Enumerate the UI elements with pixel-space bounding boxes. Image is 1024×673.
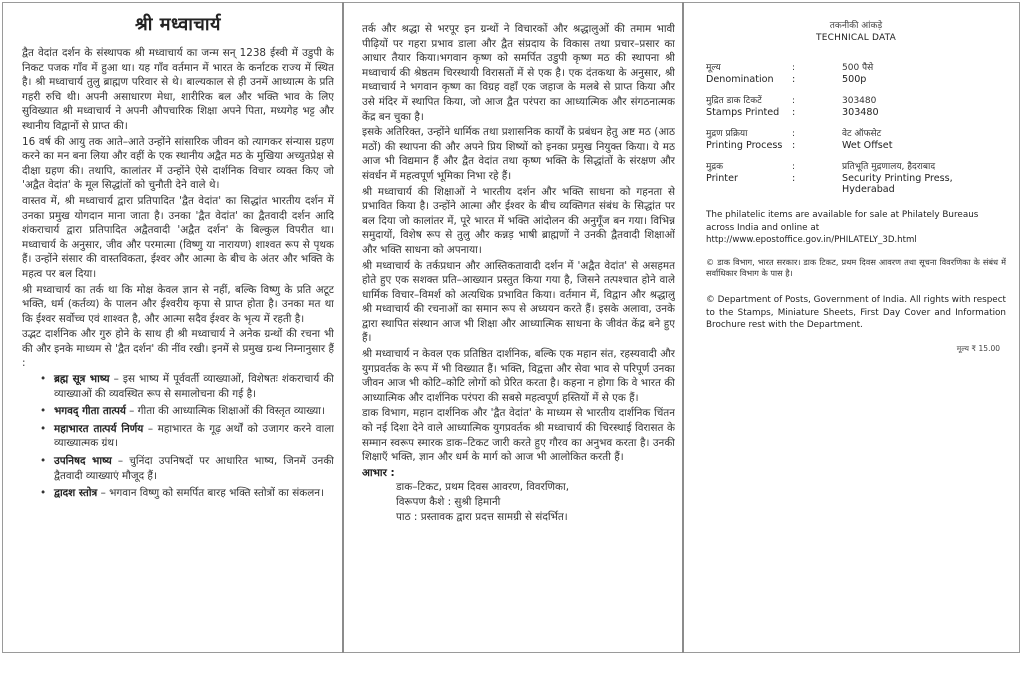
paragraph: उद्भट दार्शनिक और गुरु होने के साथ ही श्री मध्वाचार्य ने अनेक ग्रन्थों की रचना भी की और इनके माध्यम से 'द्वैत दर्शन' की नींव रखी। इनमें से प्रमुख ग्रन्थ निम्नानुसार हैं : — [22, 328, 334, 370]
tech-row-stamps-printed — [706, 96, 1006, 118]
acknowledgement-heading: आभार : — [362, 466, 395, 479]
separator: : — [792, 107, 796, 118]
tech-row-printer — [706, 162, 1006, 195]
work-title: उपनिषद भाष्य — [54, 455, 112, 468]
label-hindi: मुद्रण प्रक्रिया — [706, 129, 748, 139]
acknowledgement-line: पाठ : प्रस्तावक द्वारा प्रदत्त सामग्री से संदर्भित। — [396, 511, 568, 524]
separator: : — [792, 96, 796, 106]
work-title: महाभारत तात्पर्य निर्णय — [54, 422, 144, 435]
list-item — [40, 372, 334, 401]
value: Wet Offset — [842, 140, 893, 151]
paragraph: तर्क और श्रद्धा से भरपूर इन ग्रन्थों ने विचारकों और श्रद्धालुओं की तमाम भावी पीढ़ियों पर गहरा प्रभाव डाला और द्वैत संप्रदाय के विकास तथा प्रचार–प्रसार का आधार तैयार किया।भगवान कृष्ण को समर्पित उडुपी कृष्ण मठ की स्थापना श्री मध्वाचार्य की श्रेष्ठतम चिरस्थायी विरासतों में से एक है। एक दंतकथा के अनुसार, श्री मध्वाचार्य ने भगवान कृष्ण का विग्रह वहाँ एक जहाज के मलबे से प्राप्त किया और उसे मंदिर में स्थापित किया, जो आज द्वैत परंपरा का आध्यात्मिक और संगठनात्मक केंद्र बन चुका है। — [362, 23, 675, 123]
philately-url-link[interactable]: http://www.epostoffice.gov.in/PHILATELY_3D.html — [706, 235, 917, 246]
panel-divider — [682, 2, 684, 653]
work-title: भगवद् गीता तात्पर्य — [54, 405, 126, 418]
work-description: – इस भाष्य में पूर्ववर्ती व्याख्याओं, विशेषतः शंकराचार्य की व्याख्याओं की व्यवस्थित रूप से समालोचना की गई है। — [54, 373, 334, 400]
separator: : — [792, 63, 796, 73]
acknowledgement-line: विरूपण कैशे : सुश्री हिमानी — [396, 496, 501, 509]
philatelic-note — [706, 209, 1006, 247]
acknowledgement-line: डाक–टिकट, प्रथम दिवस आवरण, विवरणिका, — [396, 481, 569, 494]
page-title: श्री मध्वाचार्य — [135, 14, 221, 35]
value-hindi: 500 पैसे — [842, 63, 874, 73]
bullet-icon: • — [40, 405, 47, 418]
bullet-icon: • — [40, 487, 47, 500]
acknowledgement-lines — [362, 480, 675, 525]
tech-row-printing-process — [706, 129, 1006, 151]
paragraph: द्वैत वेदांत दर्शन के संस्थापक श्री मध्वाचार्य का जन्म सन् 1238 ईस्वी में उडुपी के निकट पजक गाँव में हुआ था। यह गाँव वर्तमान में भारत के कर्नाटक राज्य में स्थित है। श्री मध्वाचार्य तुलु ब्राह्मण परिवार से थे। बाल्यकाल से ही उनमें आध्यात्म के प्रति गहरी रुचि थी। अपनी असाधारण मेधा, शारीरिक बल और भक्ति भाव के लिए सुविख्यात श्री मध्वाचार्य ने अपनी औपचारिक शिक्षा अपने पिता, मध्यगेह भट्ट और स्थानीय विद्वानों से प्राप्त की। — [22, 47, 334, 132]
separator: : — [792, 140, 796, 151]
label: Stamps Printed — [706, 107, 780, 118]
value: 500p — [842, 74, 867, 85]
label-hindi: मूल्य — [706, 63, 721, 73]
middle-panel — [362, 22, 675, 673]
value: Security Printing Press, Hyderabad — [842, 173, 953, 195]
label-hindi: मुद्रित डाक टिकटें — [706, 96, 762, 106]
left-panel — [22, 10, 334, 661]
list-item — [40, 486, 334, 501]
value-hindi: प्रतिभूति मुद्रणालय, हैदराबाद — [842, 162, 936, 172]
paragraph: 16 वर्ष की आयु तक आते–आते उन्होंने सांसारिक जीवन को त्यागकर संन्यास ग्रहण करने का मन बना लिया और वहीं के एक स्थानीय अद्वैत मठ के मुखिया अच्युतप्रेक्ष से दीक्षा ग्रहण की। तथापि, कालांतर में उन्होंने ऐसे दार्शनिक विचार व्यक्त किए जो 'अद्वैत वेदांत' के मूल सिद्धांतों को चुनौती देने वाले थे। — [22, 135, 334, 192]
separator: : — [792, 74, 796, 85]
value: 303480 — [842, 107, 879, 118]
panel-divider — [342, 2, 344, 653]
work-title: ब्रह्म सूत्र भाष्य — [54, 373, 110, 386]
paragraph: श्री मध्वाचार्य के तर्कप्रधान और आस्तिकतावादी दर्शन में 'अद्वैत वेदांत' से असहमत होते हुए एक सशक्त प्रति–आख्यान प्रस्तुत किया गया है, जिसने तत्पश्चात होने वाले धार्मिक विचार–विमर्श को अत्यधिक प्रभावित किया। वर्तमान में, विद्वान और श्रद्धालु श्री मध्वाचार्य की रचनाओं का समान रूप से अध्ययन करते हैं। इसके अलावा, उनके द्वारा स्थापित संस्थान आज भी शिक्षा और आध्यात्मिक साधना के जीवंत केंद्र बने हुए हैं। — [362, 259, 675, 345]
work-description: – महाभारत के गूढ़ अर्थों को उजागर करने वाला व्याख्यात्मक ग्रंथ। — [54, 422, 334, 450]
value-hindi: 303480 — [842, 96, 877, 106]
label-hindi: मुद्रक — [706, 162, 724, 172]
list-item — [40, 404, 334, 419]
label: Denomination — [706, 74, 774, 85]
work-description: – भगवान विष्णु को समर्पित बारह भक्ति स्तोत्रों का संकलन। — [97, 487, 325, 500]
bullet-icon: • — [40, 455, 47, 468]
separator: : — [792, 162, 796, 172]
copyright-notice: © Department of Posts, Government of India. All rights with respect to the Stamps, Miniature Sheets, First Day Cover and Information Brochure rest with the Department. — [706, 294, 1006, 331]
work-description: – गीता की आध्यात्मिक शिक्षाओं की विस्तृत व्याख्या। — [125, 405, 325, 418]
value-hindi: वेट ऑफसेट — [842, 129, 882, 139]
tech-row-denomination — [706, 63, 1006, 85]
work-description: – चुनिंदा उपनिषदों पर आधारित भाष्य, जिनमें उनकी द्वैतवादी व्याख्याएं मौजूद हैं। — [54, 455, 334, 482]
right-panel — [706, 18, 1006, 669]
philatelic-note-text: The philatelic items are available for sale at Philately Bureaus across India and online at — [706, 210, 979, 233]
list-item — [40, 454, 334, 483]
paragraph: श्री मध्वाचार्य न केवल एक प्रतिष्ठित दार्शनिक, बल्कि एक महान संत, रहस्यवादी और युगप्रवर्तक के रूप में भी विख्यात हैं। भक्ति, विद्वत्ता और सेवा भाव से परिपूर्ण उनका जीवन आज भी कोटि–कोटि लोगों को प्रेरित करता है। कहना न होगा कि वे भारत की आध्यात्मिक और दार्शनिक परंपरा की सबसे महत्वपूर्ण हस्तियों में से एक हैं। — [362, 348, 675, 404]
work-title: द्वादश स्तोत्र — [54, 487, 98, 500]
separator: : — [792, 173, 796, 184]
brochure-price: मूल्य ₹ 15.00 — [956, 343, 1000, 353]
copyright-hindi: © डाक विभाग, भारत सरकार। डाक टिकट, प्रथम दिवस आवरण तथा सूचना विवरणिका के संबंध में सर्वाधिकार विभाग के पास है। — [706, 256, 1006, 279]
technical-data-heading: TECHNICAL DATA — [816, 33, 896, 43]
paragraph: डाक विभाग, महान दार्शनिक और 'द्वैत वेदांत' के माध्यम से भारतीय दार्शनिक चिंतन को नई दिशा देने वाले आध्यात्मिक युगप्रवर्तक श्री मध्वाचार्य की चिरस्थाई विरासत के सम्मान स्वरूप स्मारक डाक–टिकट जारी करते हुए गौरव का अनुभव करता है। उनकी शिक्षाएँ भक्ति, ज्ञान और धर्म के मार्ग को आज भी आलोकित करती हैं। — [362, 407, 675, 464]
bullet-icon: • — [40, 422, 47, 435]
label: Printing Process — [706, 140, 783, 151]
separator: : — [792, 129, 796, 139]
bullet-icon: • — [40, 373, 47, 386]
label: Printer — [706, 173, 738, 184]
paragraph: श्री मध्वाचार्य का तर्क था कि मोक्ष केवल ज्ञान से नहीं, बल्कि विष्णु के प्रति अटूट भक्ति, धर्म (कर्तव्य) के पालन और ईश्वरीय कृपा से प्राप्त होता है। उनका मत था कि ईश्वर सर्वोच्च एवं शाश्वत है, और आत्मा सदैव ईश्वर के भृत्य में रहती है। — [22, 283, 334, 325]
paragraph: श्री मध्वाचार्य की शिक्षाओं ने भारतीय दर्शन और भक्ति साधना को गहनता से प्रभावित किया है। उन्होंने आत्मा और ईश्वर के बीच व्यक्तिगत संबंध के सिद्धांत पर बल दिया जो कालांतर में, पूरे भारत में भक्ति आंदोलन की अनुगूँज बन गया। विभिन्न समुदायों, विशेष रूप से तुलु और कन्नड़ भाषी ब्राह्मणों ने उनकी द्वैतवादी शिक्षाओं और भक्ति साधना को अपनाया। — [362, 185, 675, 256]
paragraph: वास्तव में, श्री मध्वाचार्य द्वारा प्रतिपादित 'द्वैत वेदांत' का सिद्धांत भारतीय दर्शन में उनका प्रमुख योगदान माना जाता है। उनका 'द्वैत वेदांत' का द्वैतवादी दर्शन आदि शंकराचार्य द्वारा प्रतिपादित अद्वैतवादी 'अद्वैत दर्शन' के बिल्कुल विपरीत था। मध्वाचार्य के अनुसार, जीव और परमात्मा (विष्णु या नारायण) शाश्वत रूप से पृथक हैं। उन्होंने संसार की वास्तविकता, ईश्वर और आत्मा के बीच के अंतर और भक्ति के महत्व पर बल दिया। — [22, 194, 334, 280]
technical-data-heading-hindi: तकनीकी आंकड़े — [829, 21, 883, 31]
paragraph: इसके अतिरिक्त, उन्होंने धार्मिक तथा प्रशासनिक कार्यों के प्रबंधन हेतु अष्ट मठ (आठ मठों) की स्थापना की और अपने प्रिय शिष्यों को इनका प्रमुख नियुक्त किया। ये मठ आज भी विद्यमान हैं और द्वैत वेदांत तथा कृष्ण भक्ति के सिद्धांतों के संरक्षण और संवर्धन में महत्वपूर्ण भूमिका निभा रहे हैं। — [362, 126, 675, 182]
works-list — [22, 372, 334, 501]
list-item — [40, 422, 334, 451]
